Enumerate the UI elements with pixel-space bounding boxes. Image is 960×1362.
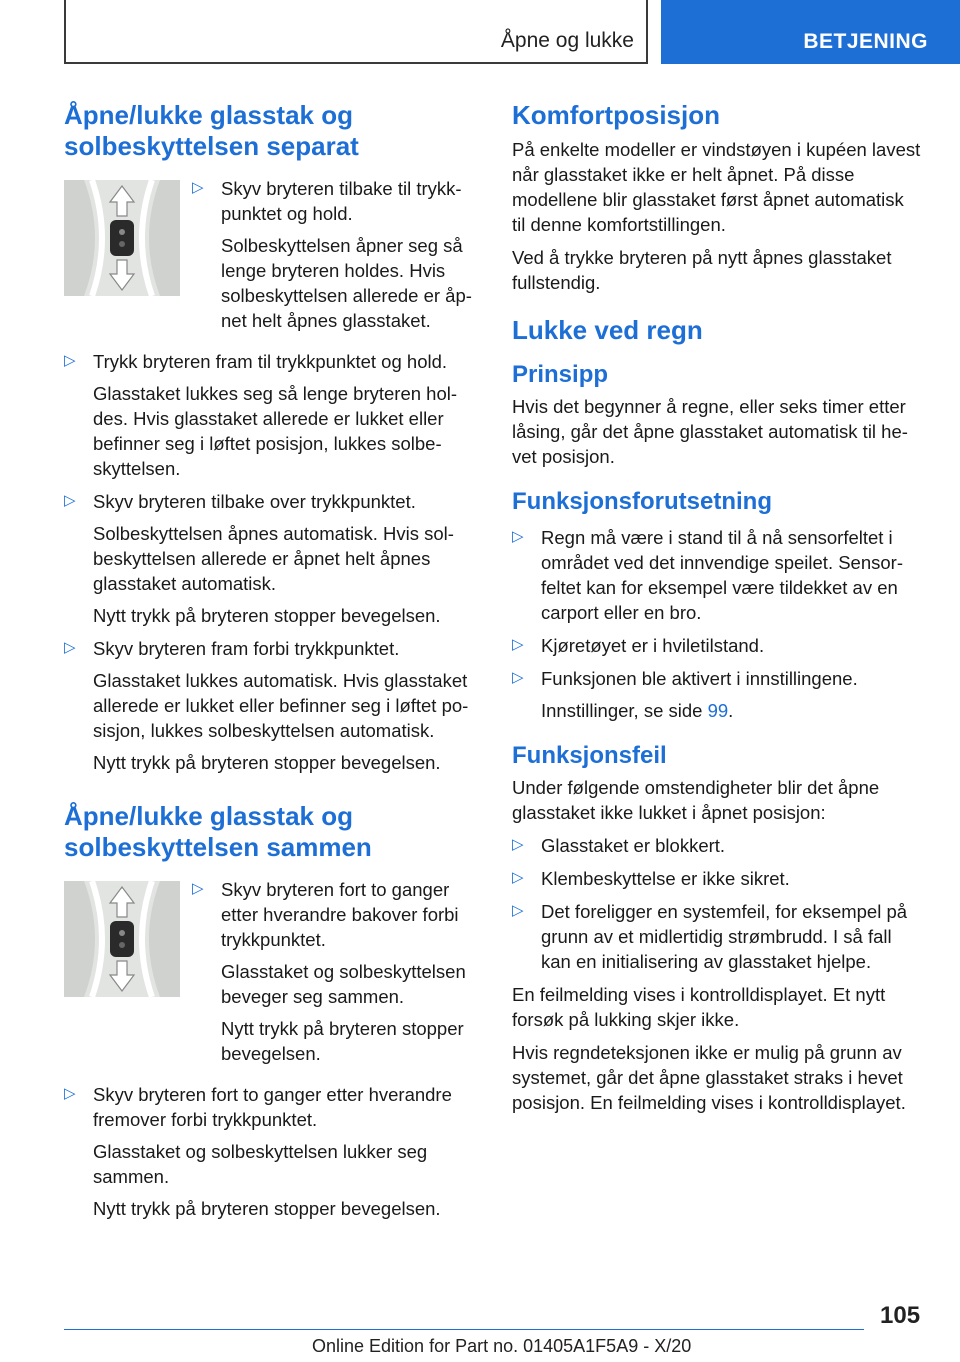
- page-link[interactable]: 99: [707, 700, 729, 721]
- item-text: Solbeskyttelsen åpnes automatisk. Hvis solbeskyttelsen allerede er åpnet helt åpnes glasstaket automatisk.: [93, 523, 454, 594]
- list-item: [512, 899, 922, 974]
- switch-illustration-1: [64, 180, 180, 296]
- section-title: Åpne og lukke: [500, 29, 634, 52]
- item-text: Nytt trykk på bryteren stopper bevegelsen.: [93, 605, 441, 626]
- chapter-tab[interactable]: [661, 0, 960, 64]
- comfort-paragraph-1: På enkelte modeller er vindstøyen i kupéen lavest når glasstaket ikke er helt åpnet. På disse modellene blir glasstaket først åpnet automatisk til denne komfortstillingen.: [512, 139, 921, 235]
- settings-text: Innstillinger, se side: [541, 700, 708, 721]
- item-text: Regn må være i stand til å nå sensorfeltet i området ved det innvendige speilet. Sensorfeltet kan for eksempel være tildekket av en carport eller en bro.: [541, 527, 904, 623]
- list-item: [64, 349, 478, 481]
- switch-illustration-2: [64, 881, 180, 997]
- triangle-bullet-icon: ▷: [64, 1085, 76, 1102]
- list-item: [512, 866, 922, 891]
- principle-paragraph: Hvis det begynner å regne, eller seks timer etter låsing, går det åpne glasstaket automatisk til hevet posisjon.: [512, 396, 908, 467]
- switch-instructions-1: [192, 176, 478, 341]
- triangle-bullet-icon: ▷: [512, 669, 524, 686]
- switch-block-2: [64, 877, 478, 1074]
- item-text: Nytt trykk på bryteren stopper bevegelsen.: [93, 1198, 441, 1219]
- item-text: Skyv bryteren fort to ganger etter hverandre fremover forbi trykkpunktet.: [93, 1084, 452, 1130]
- list-item: [64, 636, 478, 775]
- item-text: Kjøretøyet er i hviletilstand.: [541, 635, 765, 656]
- list-item: [512, 666, 922, 723]
- switch-block-1: [64, 176, 478, 341]
- heading-separate: Åpne/lukke glasstak og solbeskyttelsen separat: [64, 100, 359, 161]
- item-text: Skyv bryteren fram forbi trykkpunktet.: [93, 638, 400, 659]
- triangle-bullet-icon: ▷: [192, 179, 204, 196]
- item-text: Glasstaket lukkes automatisk. Hvis glasstaket allerede er lukket eller befinner seg i løftet posisjon, lukkes solbeskyttelsen automatisk.: [93, 670, 469, 741]
- item-text: Glasstaket er blokkert.: [541, 835, 726, 856]
- left-column: [64, 100, 478, 1229]
- triangle-bullet-icon: ▷: [512, 902, 524, 919]
- triangle-bullet-icon: ▷: [512, 836, 524, 853]
- item-text: Skyv bryteren fort to ganger etter hverandre bakover forbi trykkpunktet.: [221, 879, 459, 950]
- page-number: 105: [880, 1302, 921, 1329]
- right-column: [512, 100, 922, 1123]
- item-text: Nytt trykk på bryteren stopper bevegelsen.: [93, 752, 441, 773]
- settings-period: .: [728, 700, 734, 721]
- item-text: Det foreligger en systemfeil, for eksempel på grunn av et midlertidig strømbrudd. I så fall kan en initialisering av glasstaket hjelpe.: [541, 901, 908, 972]
- item-text: Glasstaket og solbeskyttelsen beveger seg sammen.: [221, 961, 466, 1007]
- item-text: Trykk bryteren fram til trykkpunktet og hold.: [93, 351, 448, 372]
- item-text: Solbeskyttelsen åpner seg så lenge bryteren holdes. Hvis solbeskyttelsen allerede er åpnet helt åpnes glasstaket.: [221, 235, 472, 331]
- triangle-bullet-icon: ▷: [192, 880, 204, 897]
- item-text: Glasstaket og solbeskyttelsen lukker seg sammen.: [93, 1141, 428, 1187]
- list-item: [512, 633, 922, 658]
- heading-rain: Lukke ved regn: [512, 315, 703, 345]
- item-text: Klembeskyttelse er ikke sikret.: [541, 868, 790, 889]
- footer-divider: [64, 1329, 864, 1330]
- chapter-label: BETJENING: [803, 30, 928, 53]
- heading-malfunction: Funksjonsfeil: [512, 742, 667, 769]
- malfunction-intro: Under følgende omstendigheter blir det åpne glasstaket ikke lukket i åpnet posisjon:: [512, 777, 880, 823]
- heading-principle: Prinsipp: [512, 361, 609, 388]
- comfort-paragraph-2: Ved å trykke bryteren på nytt åpnes glasstaket fullstendig.: [512, 247, 892, 293]
- header-frame: [64, 0, 648, 64]
- list-item: [64, 1082, 478, 1221]
- malfunction-paragraph-2: En feilmelding vises i kontrolldisplayet. Et nytt forsøk på lukking skjer ikke.: [512, 984, 886, 1030]
- item-text: Skyv bryteren tilbake til trykkpunktet og hold.: [221, 178, 462, 224]
- triangle-bullet-icon: ▷: [64, 639, 76, 656]
- heading-comfort: Komfortposisjon: [512, 100, 720, 130]
- edition-note: Online Edition for Part no. 01405A1F5A9 - X/20: [312, 1336, 692, 1356]
- item-text: Funksjonen ble aktivert i innstillingene.: [541, 668, 858, 689]
- item-text: Nytt trykk på bryteren stopper bevegelsen.: [221, 1018, 464, 1064]
- switch-instructions-2: [192, 877, 478, 1074]
- settings-reference: [541, 698, 922, 723]
- triangle-bullet-icon: ▷: [64, 352, 76, 369]
- triangle-bullet-icon: ▷: [512, 636, 524, 653]
- list-item: [64, 489, 478, 628]
- list-item: [192, 176, 478, 333]
- heading-together: Åpne/lukke glasstak og solbeskyttelsen sammen: [64, 801, 372, 862]
- item-text: Glasstaket lukkes seg så lenge bryteren holdes. Hvis glasstaket allerede er lukket eller befinner seg i løftet posisjon, lukkes solbeskyttelsen.: [93, 383, 458, 479]
- triangle-bullet-icon: ▷: [512, 528, 524, 545]
- list-item: [512, 525, 922, 625]
- list-item: [192, 877, 478, 1066]
- list-item: [512, 833, 922, 858]
- malfunction-paragraph-3: Hvis regndeteksjonen ikke er mulig på grunn av systemet, går det åpne glasstaket straks i hevet posisjon. En feilmelding vises i kontrolldisplayet.: [512, 1042, 906, 1113]
- item-text: Skyv bryteren tilbake over trykkpunktet.: [93, 491, 416, 512]
- triangle-bullet-icon: ▷: [64, 492, 76, 509]
- heading-prerequisite: Funksjonsforutsetning: [512, 488, 772, 515]
- triangle-bullet-icon: ▷: [512, 869, 524, 886]
